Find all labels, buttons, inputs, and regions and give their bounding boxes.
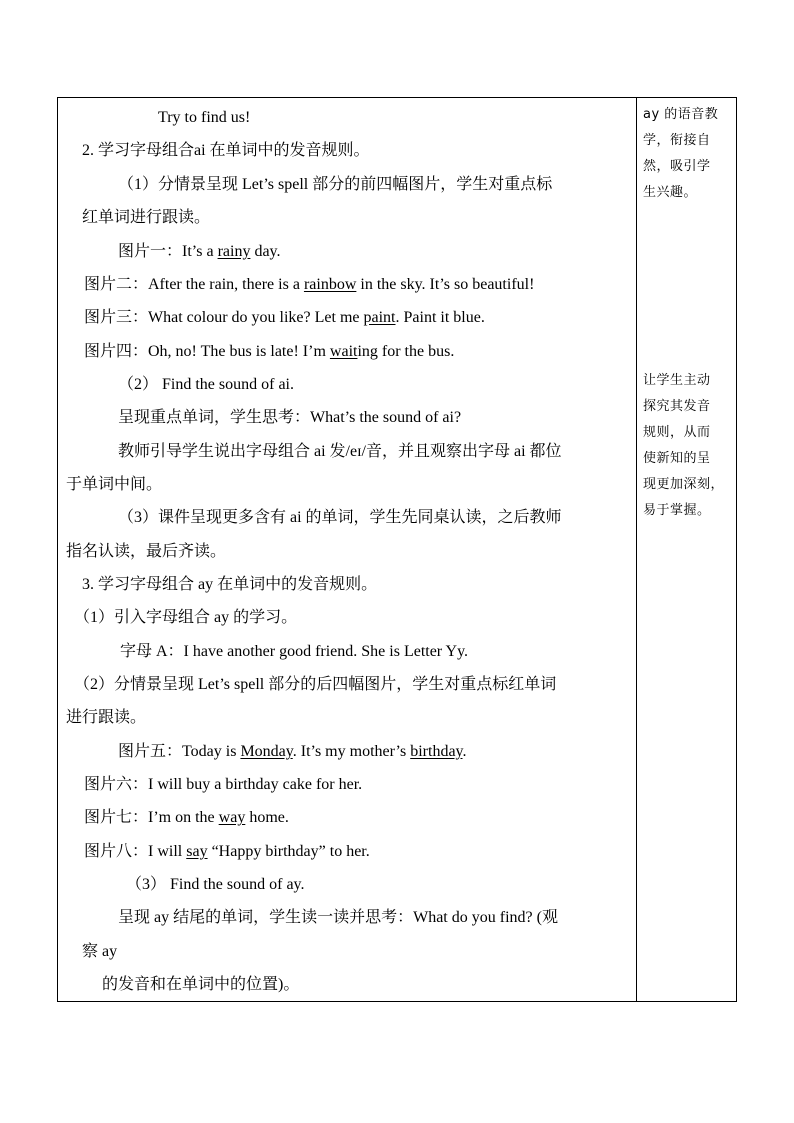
text-line: 于单词中间。 xyxy=(66,476,163,493)
text-line: （1）引入字母组合 ay 的学习。 xyxy=(74,609,298,626)
note-line: 学，衔接自 xyxy=(643,133,711,148)
text-segment: 图片七：I’m on the xyxy=(84,809,219,826)
keyword: wait xyxy=(329,343,358,360)
keyword: way xyxy=(218,809,246,826)
text-segment: 图片五：Today is xyxy=(118,743,241,760)
text-line xyxy=(84,308,485,328)
note-line: 现更加深刻， xyxy=(643,477,725,492)
section-heading: 3. 学习字母组合 ay 在单词中的发音规则。 xyxy=(82,576,378,593)
text-line: 呈现重点单词，学生思考：What’s the sound of ai? xyxy=(118,409,462,426)
note-line: 让学生主动 xyxy=(643,373,711,388)
text-line xyxy=(118,242,281,262)
text-segment: ing for the bus. xyxy=(357,343,455,360)
keyword: Monday xyxy=(240,743,293,760)
text-segment: home. xyxy=(245,809,289,826)
text-line: 图片六：I will buy a birthday cake for her. xyxy=(84,776,363,793)
teaching-steps-cell xyxy=(58,98,636,1001)
text-line xyxy=(84,342,454,362)
text-line: （2）分情景呈现 Let’s spell 部分的后四幅图片，学生对重点标红单词 xyxy=(74,676,557,693)
keyword: say xyxy=(186,843,208,860)
text-segment: . xyxy=(462,743,467,760)
text-line: 红单词进行跟读。 xyxy=(82,209,211,226)
lesson-table xyxy=(57,97,737,1002)
text-segment: . Paint it blue. xyxy=(395,309,485,326)
note-line: 探究其发音 xyxy=(643,399,711,414)
text-line: 的发音和在单词中的位置)。 xyxy=(102,976,300,993)
text-segment: 图片三：What colour do you like? Let me xyxy=(84,309,364,326)
text-segment: day. xyxy=(250,243,281,260)
keyword: rainy xyxy=(217,243,251,260)
text-segment: 图片二：After the rain, there is a xyxy=(84,276,304,293)
text-line: 进行跟读。 xyxy=(66,709,147,726)
text-line: （3） Find the sound of ay. xyxy=(126,876,305,893)
note-line: 然，吸引学 xyxy=(643,159,711,174)
text-line xyxy=(84,808,289,828)
text-segment: “Happy birthday” to her. xyxy=(207,843,370,860)
text-line: （1）分情景呈现 Let’s spell 部分的前四幅图片，学生对重点标 xyxy=(118,176,553,193)
text-segment: . It’s my mother’s xyxy=(292,743,411,760)
text-segment: in the sky. It’s so beautiful! xyxy=(356,276,535,293)
text-segment: 图片八：I will xyxy=(84,843,187,860)
text-segment: 图片一：It’s a xyxy=(118,243,218,260)
keyword: paint xyxy=(363,309,396,326)
text-segment: 图片四：Oh, no! The bus is late! I’m xyxy=(84,343,330,360)
text-line: 察 ay xyxy=(82,943,118,960)
text-line: 呈现 ay 结尾的单词，学生读一读并思考：What do you find? (观 xyxy=(118,909,558,926)
text-line xyxy=(84,842,370,862)
section-heading: 2. 学习字母组合ai 在单词中的发音规则。 xyxy=(82,142,370,159)
note-line: ay 的语音教 xyxy=(643,107,719,122)
note-line: 规则，从而 xyxy=(643,425,711,440)
text-line: 指名认读，最后齐读。 xyxy=(66,543,227,560)
text-line: （3）课件呈现更多含有 ai 的单词，学生先同桌认读，之后教师 xyxy=(118,509,562,526)
keyword: birthday xyxy=(410,743,463,760)
text-line: 字母 A：I have another good friend. She is Letter Yy. xyxy=(120,643,469,660)
text-line xyxy=(118,742,467,762)
note-line: 使新知的呈 xyxy=(643,451,711,466)
design-notes-cell xyxy=(637,98,737,1001)
text-line: Try to find us! xyxy=(158,109,251,126)
keyword: rainbow xyxy=(303,276,357,293)
text-line xyxy=(84,275,534,295)
text-line: 教师引导学生说出字母组合 ai 发/eɪ/音，并且观察出字母 ai 都位 xyxy=(118,443,562,460)
note-line: 生兴趣。 xyxy=(643,185,698,200)
text-line: （2） Find the sound of ai. xyxy=(118,376,294,393)
note-line: 易于掌握。 xyxy=(643,503,711,518)
